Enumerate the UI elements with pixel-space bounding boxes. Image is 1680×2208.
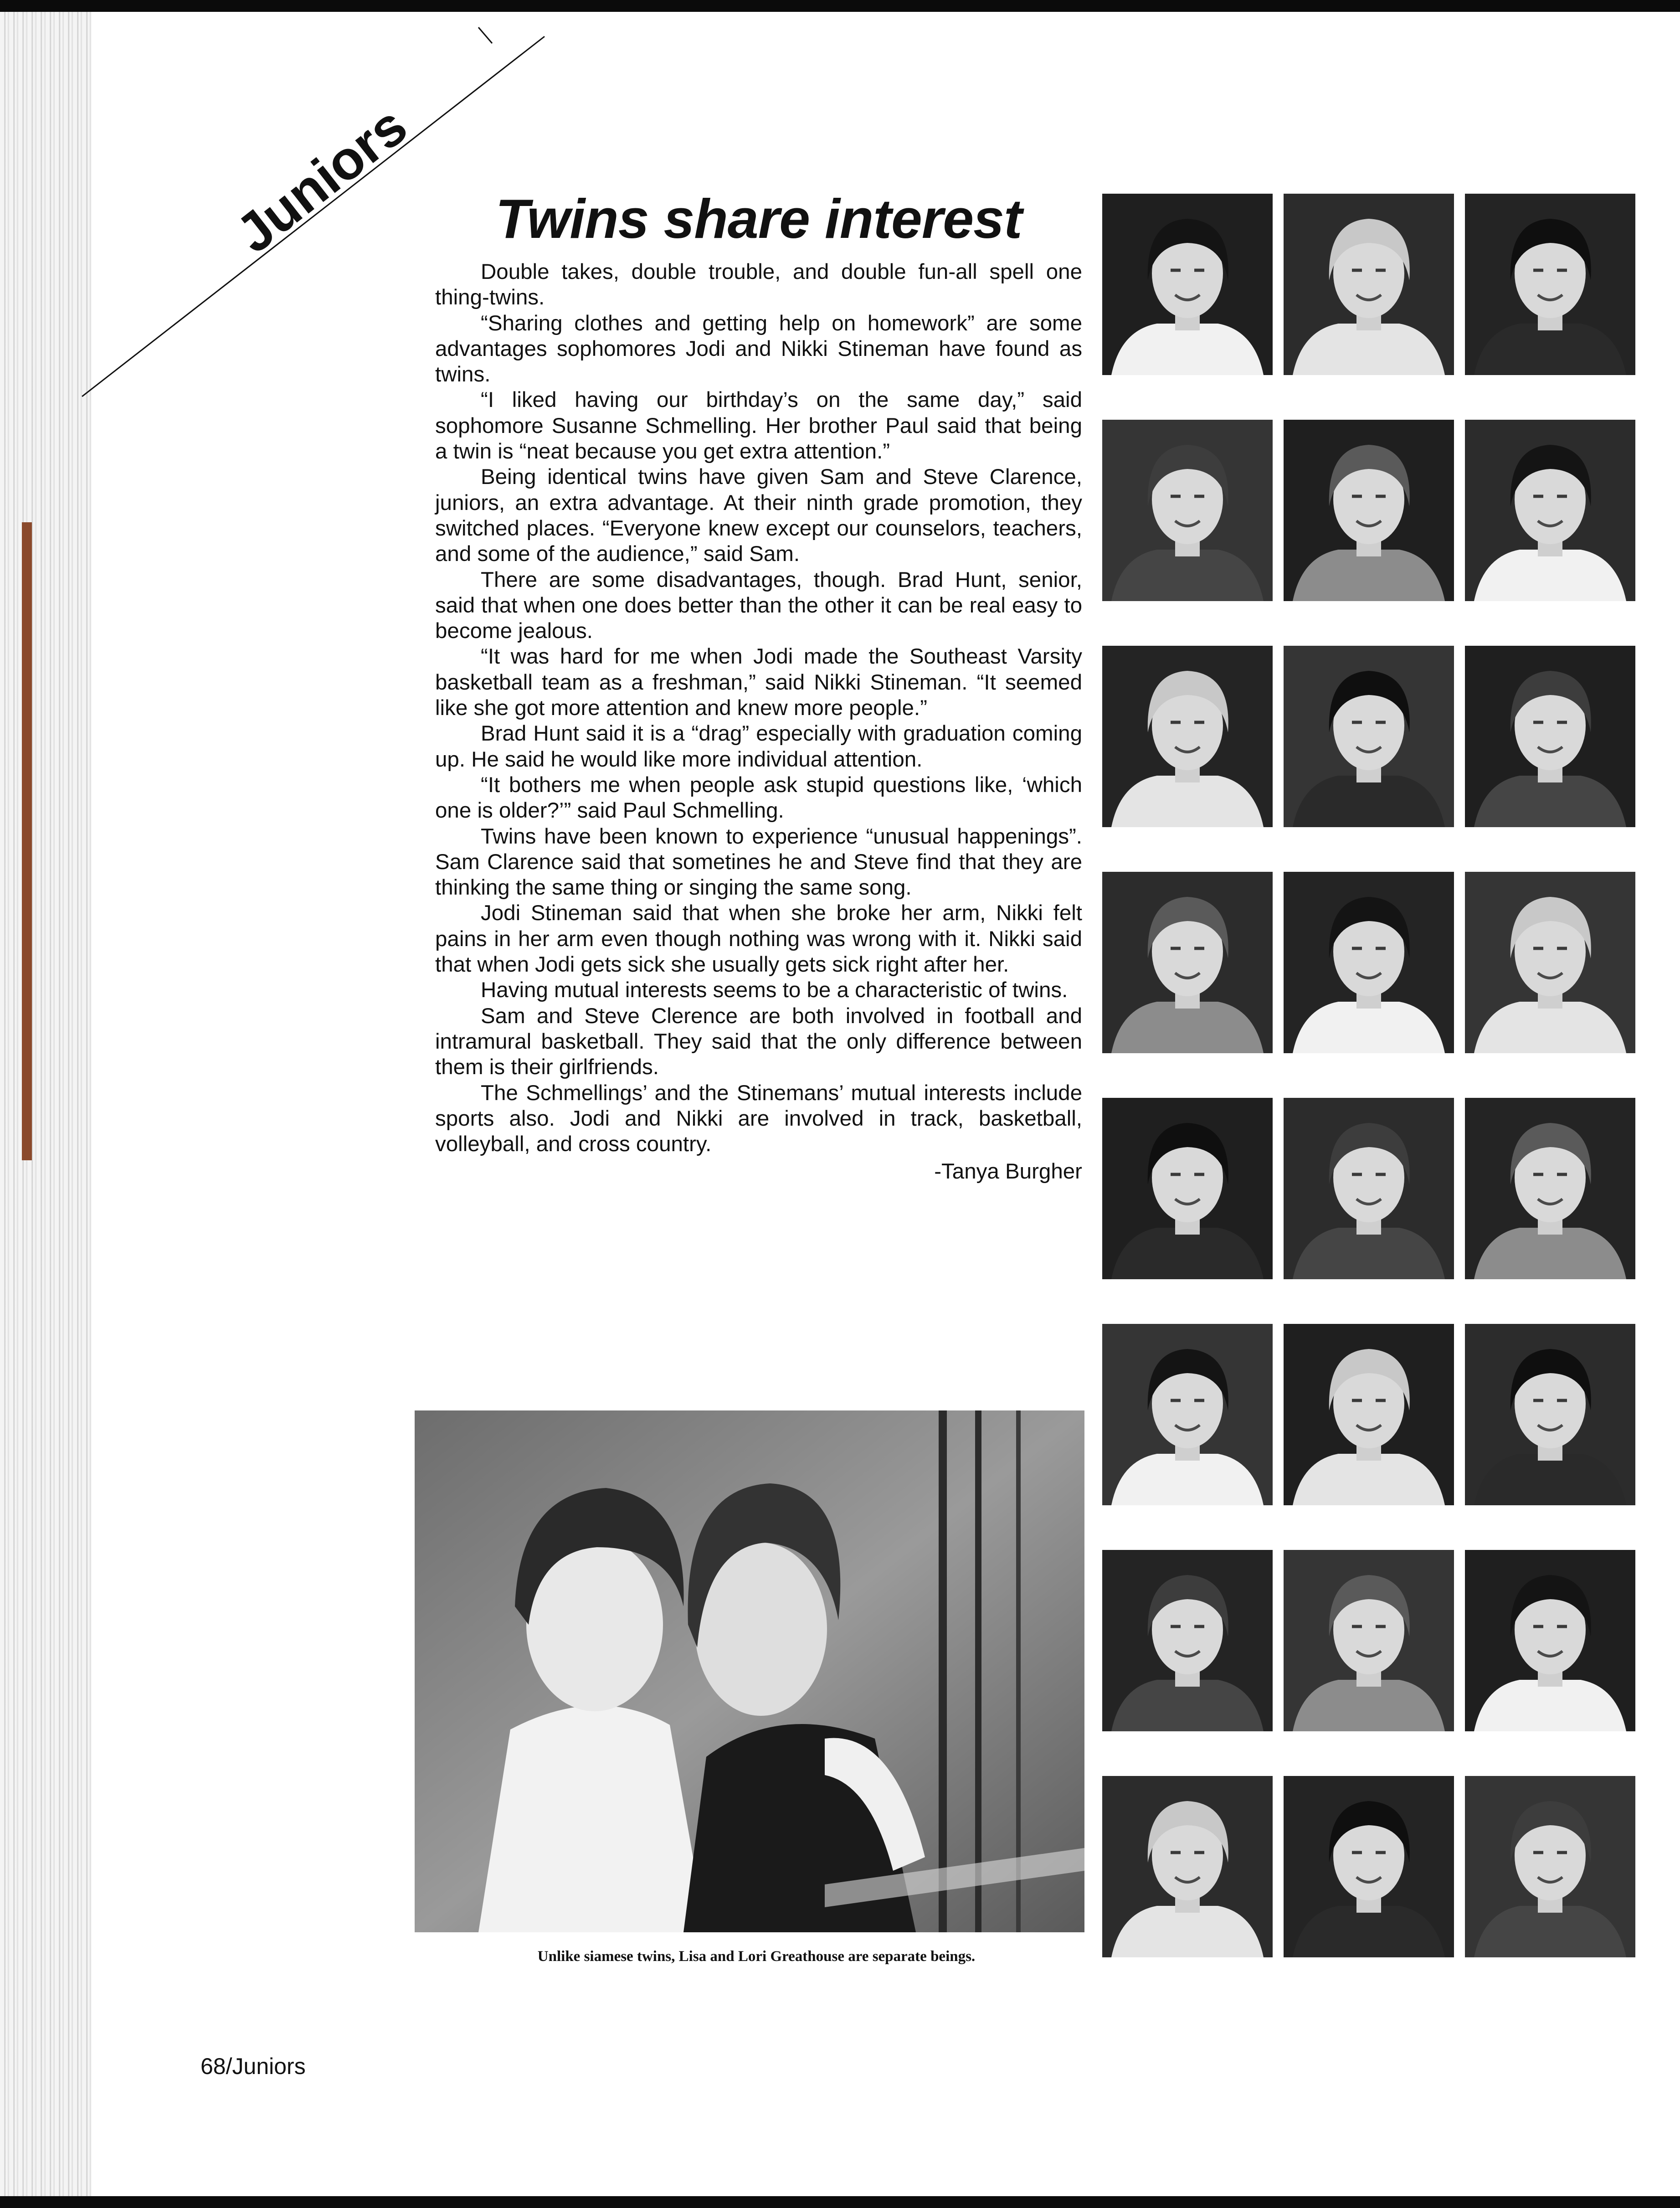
article-body [435, 259, 1082, 1157]
article-paragraph: Having mutual interests seems to be a characteristic of twins. [481, 978, 1068, 1003]
student-portrait [1102, 1098, 1273, 1279]
student-portrait [1284, 1098, 1454, 1279]
article-paragraph: Sam and Steve Clerence are both involved in football and intramural basketball. They said that the only difference between them is their girlfriends. [435, 1004, 1082, 1080]
student-portrait [1284, 194, 1454, 375]
student-portrait [1284, 1550, 1454, 1731]
binding-color-strip [22, 522, 32, 1160]
student-portrait [1465, 1098, 1635, 1279]
article-paragraph: Twins have been known to experience “unusual happenings”. Sam Clarence said that sometines he and Steve find that they are thinking the same thing or singing the same song. [435, 824, 1082, 900]
student-portrait [1284, 1776, 1454, 1957]
student-portrait [1102, 1776, 1273, 1957]
student-portrait [1284, 1324, 1454, 1505]
student-portrait [1465, 1324, 1635, 1505]
section-tab-label: Juniors [225, 95, 418, 265]
twins-photo-illustration [415, 1410, 1084, 1932]
article-paragraph: “I liked having our birthday’s on the same day,” said sophomore Susanne Schmelling. Her brother Paul said that being a twin is “neat because you get extra attention.” [435, 388, 1082, 464]
article-paragraph: “It bothers me when people ask stupid questions like, ‘which one is older?’” said Paul Schmelling. [435, 772, 1082, 823]
article-byline: -Tanya Burgher [934, 1159, 1082, 1184]
article [435, 185, 1082, 1186]
student-portrait [1102, 872, 1273, 1053]
article-headline: Twins share interest [495, 188, 1022, 250]
article-paragraph: Double takes, double trouble, and double fun-all spell one thing-twins. [435, 260, 1082, 310]
student-portrait [1284, 646, 1454, 827]
student-portrait [1465, 1776, 1635, 1957]
article-paragraph: “Sharing clothes and getting help on homework” are some advantages sophomores Jodi and Nikki Stineman have found as twins. [435, 311, 1082, 387]
student-portrait [1102, 194, 1273, 375]
student-portrait [1465, 420, 1635, 601]
student-portrait [1465, 1550, 1635, 1731]
photo-caption: Unlike siamese twins, Lisa and Lori Greathouse are separate beings. [537, 1948, 976, 1965]
student-portrait [1102, 1324, 1273, 1505]
student-portrait [1465, 646, 1635, 827]
student-portrait [1284, 872, 1454, 1053]
article-paragraph: There are some disadvantages, though. Brad Hunt, senior, said that when one does better than the other it can be real easy to become jealous. [435, 567, 1082, 643]
article-paragraph: “It was hard for me when Jodi made the Southeast Varsity basketball team as a freshman,” said Nikki Stineman. “It seemed like she got more attention and knew more people.” [435, 644, 1082, 721]
page-folio: 68/Juniors [200, 2054, 306, 2079]
twins-photo [415, 1410, 1084, 1932]
student-portrait [1465, 194, 1635, 375]
tab-tick-mark [478, 27, 492, 43]
article-paragraph: Brad Hunt said it is a “drag” especially with graduation coming up. He said he would like more individual attention. [435, 721, 1082, 772]
student-portrait [1465, 872, 1635, 1053]
student-portrait [1102, 420, 1273, 601]
student-portrait [1284, 420, 1454, 601]
portrait-grid [1102, 194, 1635, 1957]
article-paragraph: Being identical twins have given Sam and Steve Clarence, juniors, an extra advantage. At their ninth grade promotion, they switched places. “Everyone knew except our counselors, teachers, and some of the audience,” said Sam. [435, 465, 1082, 566]
article-paragraph: The Schmellings’ and the Stinemans’ mutual interests include sports also. Jodi and Nikki are involved in track, basketball, volleyball, and cross country. [435, 1081, 1082, 1157]
article-paragraph: Jodi Stineman said that when she broke her arm, Nikki felt pains in her arm even though nothing was wrong with it. Nikki said that when Jodi gets sick she usually gets sick right after her. [435, 901, 1082, 977]
student-portrait [1102, 1550, 1273, 1731]
student-portrait [1102, 646, 1273, 827]
